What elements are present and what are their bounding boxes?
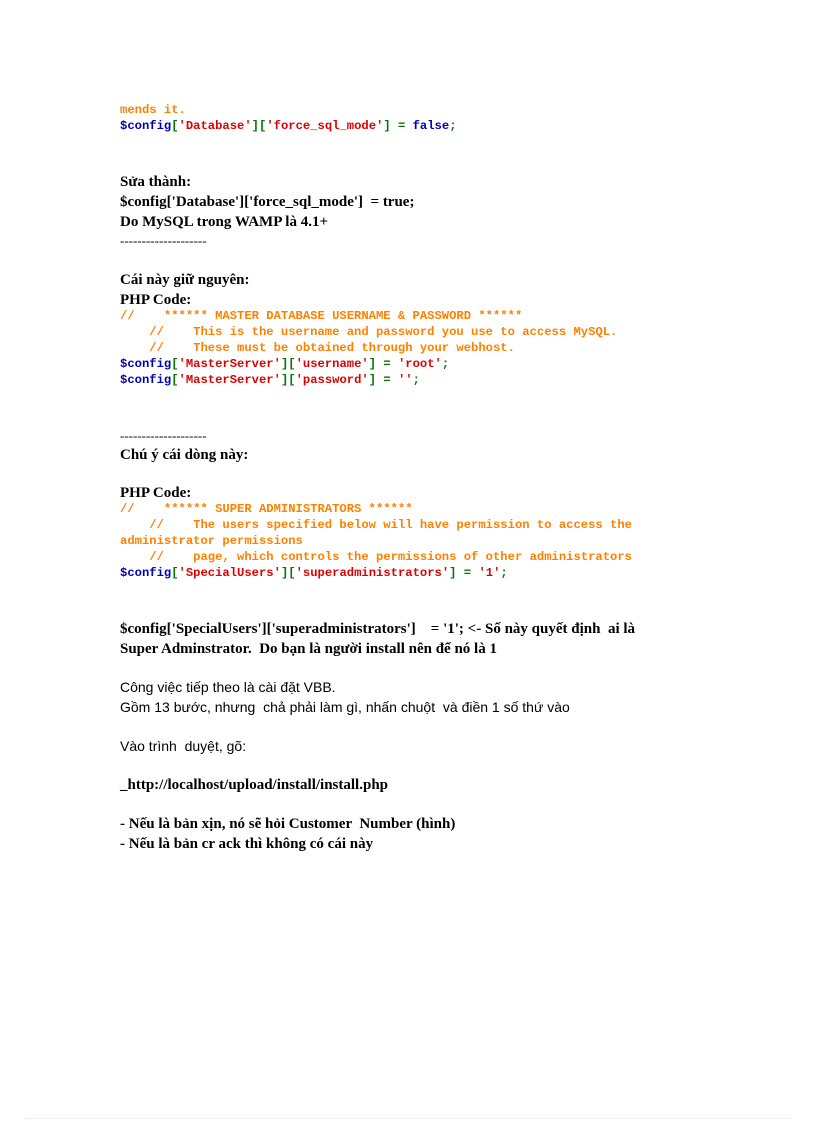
code-line-true: $config['Database']['force_sql_mode'] = true; bbox=[120, 194, 415, 210]
code-string: 'force_sql_mode' bbox=[266, 119, 384, 133]
next-step-line1: Công việc tiếp theo là cài đặt VBB. bbox=[120, 679, 336, 695]
code-comment: // ****** MASTER DATABASE USERNAME & PASSWORD ****** bbox=[120, 309, 523, 323]
code-comment: // These must be obtained through your webhost. bbox=[120, 341, 515, 355]
next-step-line2: Gồm 13 bước, nhưng chả phải làm gì, nhấn chuột và điền 1 số thứ vào bbox=[120, 699, 570, 715]
code-comment: // This is the username and password you use to access MySQL. bbox=[120, 325, 618, 339]
page-bottom-rule bbox=[24, 1118, 792, 1119]
heading-chu-y: Chú ý cái dòng này: bbox=[120, 447, 249, 463]
code-punct: ; bbox=[500, 566, 508, 580]
code-line-superadministrators bbox=[120, 567, 508, 579]
note-mysql-version: Do MySQL trong WAMP là 4.1+ bbox=[120, 214, 329, 230]
code-string: 'root' bbox=[397, 357, 442, 371]
code-comment: administrator permissions bbox=[120, 534, 303, 548]
code-punct: ; bbox=[412, 373, 420, 387]
code-string: '' bbox=[397, 373, 413, 387]
code-punct: ] = bbox=[449, 566, 479, 580]
code-punct: [ bbox=[171, 119, 179, 133]
code-punct: ; bbox=[449, 119, 457, 133]
code-punct: ][ bbox=[280, 357, 296, 371]
code-punct: [ bbox=[171, 357, 179, 371]
php-code-label: PHP Code: bbox=[120, 485, 192, 501]
code-comment: // page, which controls the permissions of other administrators bbox=[120, 550, 632, 564]
code-variable: $config bbox=[120, 357, 172, 371]
code-string: 'superadministrators' bbox=[295, 566, 450, 580]
code-punct: [ bbox=[171, 566, 179, 580]
browser-instruction: Vào trình duyệt, gõ: bbox=[120, 738, 247, 754]
code-string: 'username' bbox=[295, 357, 369, 371]
code-string: 'password' bbox=[295, 373, 369, 387]
code-punct: ][ bbox=[280, 566, 296, 580]
code-punct: ][ bbox=[280, 373, 296, 387]
code-string: 'MasterServer' bbox=[178, 357, 281, 371]
code-punct: [ bbox=[171, 373, 179, 387]
code-variable: $config bbox=[120, 566, 172, 580]
heading-sua-thanh: Sửa thành: bbox=[120, 174, 192, 190]
code-variable: $config bbox=[120, 373, 172, 387]
bullet-licensed: - Nếu là bản xịn, nó sẽ hỏi Customer Number (hình) bbox=[120, 816, 456, 832]
explain-superadmin-line1: $config['SpecialUsers']['superadministrators'] = '1'; <- Số này quyết định ai là bbox=[120, 621, 636, 637]
heading-giu-nguyen: Cái này giữ nguyên: bbox=[120, 272, 250, 288]
code-variable: $config bbox=[120, 119, 172, 133]
code-comment-tail: mends it. bbox=[120, 103, 186, 117]
code-punct: ] = bbox=[368, 357, 398, 371]
code-comment: // ****** SUPER ADMINISTRATORS ****** bbox=[120, 502, 413, 516]
install-url: _http://localhost/upload/install/install.php bbox=[120, 777, 389, 793]
code-string: 'Database' bbox=[178, 119, 252, 133]
code-string: 'SpecialUsers' bbox=[178, 566, 281, 580]
php-code-label: PHP Code: bbox=[120, 292, 192, 308]
bullet-cracked: - Nếu là bản cr ack thì không có cái này bbox=[120, 836, 374, 852]
code-line-password bbox=[120, 374, 420, 386]
explain-superadmin-line2: Super Adminstrator. Do bạn là người install nên để nó là 1 bbox=[120, 641, 497, 657]
code-string: 'MasterServer' bbox=[178, 373, 281, 387]
divider: -------------------- bbox=[120, 233, 207, 248]
code-line-force-sql-mode bbox=[120, 120, 457, 132]
code-keyword: false bbox=[412, 119, 450, 133]
code-comment: // The users specified below will have permission to access the bbox=[120, 518, 632, 532]
code-line-username bbox=[120, 358, 449, 370]
code-punct: ][ bbox=[251, 119, 267, 133]
divider: -------------------- bbox=[120, 428, 207, 443]
code-punct: ] = bbox=[383, 119, 413, 133]
code-string: '1' bbox=[478, 566, 501, 580]
code-punct: ] = bbox=[368, 373, 398, 387]
code-punct: ; bbox=[441, 357, 450, 371]
